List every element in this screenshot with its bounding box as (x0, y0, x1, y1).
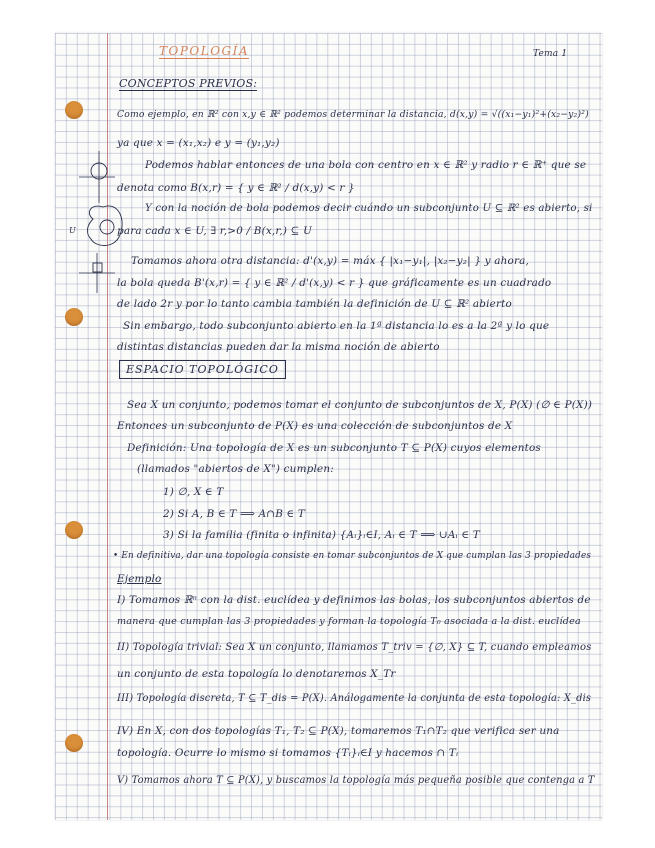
binder-hole (65, 101, 83, 119)
note-line: denota como B(x,r) = { y ∈ ℝ² / d(x,y) < r } (117, 182, 355, 194)
note-line: para cada x ∈ U, ∃ r,>0 / B(x,r,) ⊆ U (117, 225, 313, 237)
example-line: un conjunto de esta topología lo denotaremos X_Tr (117, 668, 396, 680)
note-line: distintas distancias pueden dar la misma noción de abierto (117, 341, 440, 353)
note-line: Y con la noción de bola podemos decir cuándo un subconjunto U ⊆ ℝ² es abierto, si (145, 203, 593, 214)
example-line: topología. Ocurre lo mismo si tomamos {Tᵢ}ᵢ∈I y hacemos ∩ Tᵢ (117, 747, 459, 759)
example-heading: Ejemplo (117, 573, 162, 585)
sheet-number: Tema 1 (533, 49, 568, 59)
binder-hole (65, 521, 83, 539)
note-line: Entonces un subconjunto de P(X) es una colección de subconjuntos de X (117, 420, 513, 432)
note-line: ya que x = (x₁,x₂) e y = (y₁,y₂) (117, 137, 280, 149)
axiom-line: 3) Si la familia (finita o infinita) {Aᵢ}ᵢ∈I, Aᵢ ∈ T ⟹ ∪Aᵢ ∈ T (163, 529, 480, 541)
note-line: de lado 2r y por lo tanto cambia también la definición de U ⊆ ℝ² abierto (117, 298, 513, 310)
note-line: Sea X un conjunto, podemos tomar el conjunto de subconjuntos de X, P(X) (∅ ∈ P(X)) (127, 399, 593, 411)
margin-sketch-balls (63, 145, 125, 295)
note-line: Como ejemplo, en ℝ² con x,y ∈ ℝ² podemos determinar la distancia, d(x,y) = √((x₁−y₁)²+(x₂−y₂)²) (117, 109, 589, 120)
example-line: V) Tomamos ahora T ⊆ P(X), y buscamos la topología más pequeña posible que contenga a T (117, 775, 595, 786)
example-line: I) Tomamos ℝⁿ con la dist. euclídea y definimos las bolas, los subconjuntos abiertos de (117, 594, 591, 606)
note-line: • En definitiva, dar una topología consiste en tomar subconjuntos de X que cumplan las 3 propiedades (113, 551, 592, 561)
notebook-page (55, 33, 602, 820)
note-line: Sin embargo, todo subconjunto abierto en la 1ª distancia lo es a la 2ª y lo que (123, 320, 550, 332)
section-heading-topological-space: ESPACIO TOPOLÓGICO (119, 360, 286, 379)
note-line: Podemos hablar entonces de una bola con centro en x ∈ ℝ² y radio r ∈ ℝ⁺ que se (145, 159, 587, 171)
example-line: II) Topología trivial: Sea X un conjunto, llamamos T_triv = {∅, X} ⊆ T, cuando empleamos (117, 642, 592, 653)
note-line: la bola queda B'(x,r) = { y ∈ ℝ² / d'(x,y) < r } que gráficamente es un cuadrado (117, 277, 552, 289)
binder-hole (65, 308, 83, 326)
axiom-line: 2) Si A, B ∈ T ⟹ A∩B ∈ T (163, 508, 306, 520)
note-line: Tomamos ahora otra distancia: d'(x,y) = máx { |x₁−y₁|, |x₂−y₂| } y ahora, (131, 255, 530, 267)
note-line: (llamados "abiertos de X") cumplen: (137, 463, 334, 475)
svg-text:U: U (69, 226, 76, 235)
example-line: III) Topología discreta, T ⊆ T_dis = P(X). Análogamente la conjunta de esta topología: X_dis (117, 693, 592, 704)
section-heading-previous: CONCEPTOS PREVIOS: (119, 77, 258, 90)
binder-hole (65, 734, 83, 752)
example-line: IV) En X, con dos topologías T₁, T₂ ⊆ P(X), tomaremos T₁∩T₂ que verifica ser una (117, 725, 560, 737)
page-title: TOPOLOGÍA (159, 44, 250, 58)
example-line: manera que cumplan las 3 propiedades y forman la topología T₀ asociada a la dist. euclídea (117, 616, 581, 627)
axiom-line: 1) ∅, X ∈ T (163, 486, 224, 498)
definition-line: Definición: Una topología de X es un subconjunto T ⊆ P(X) cuyos elementos (127, 442, 541, 454)
